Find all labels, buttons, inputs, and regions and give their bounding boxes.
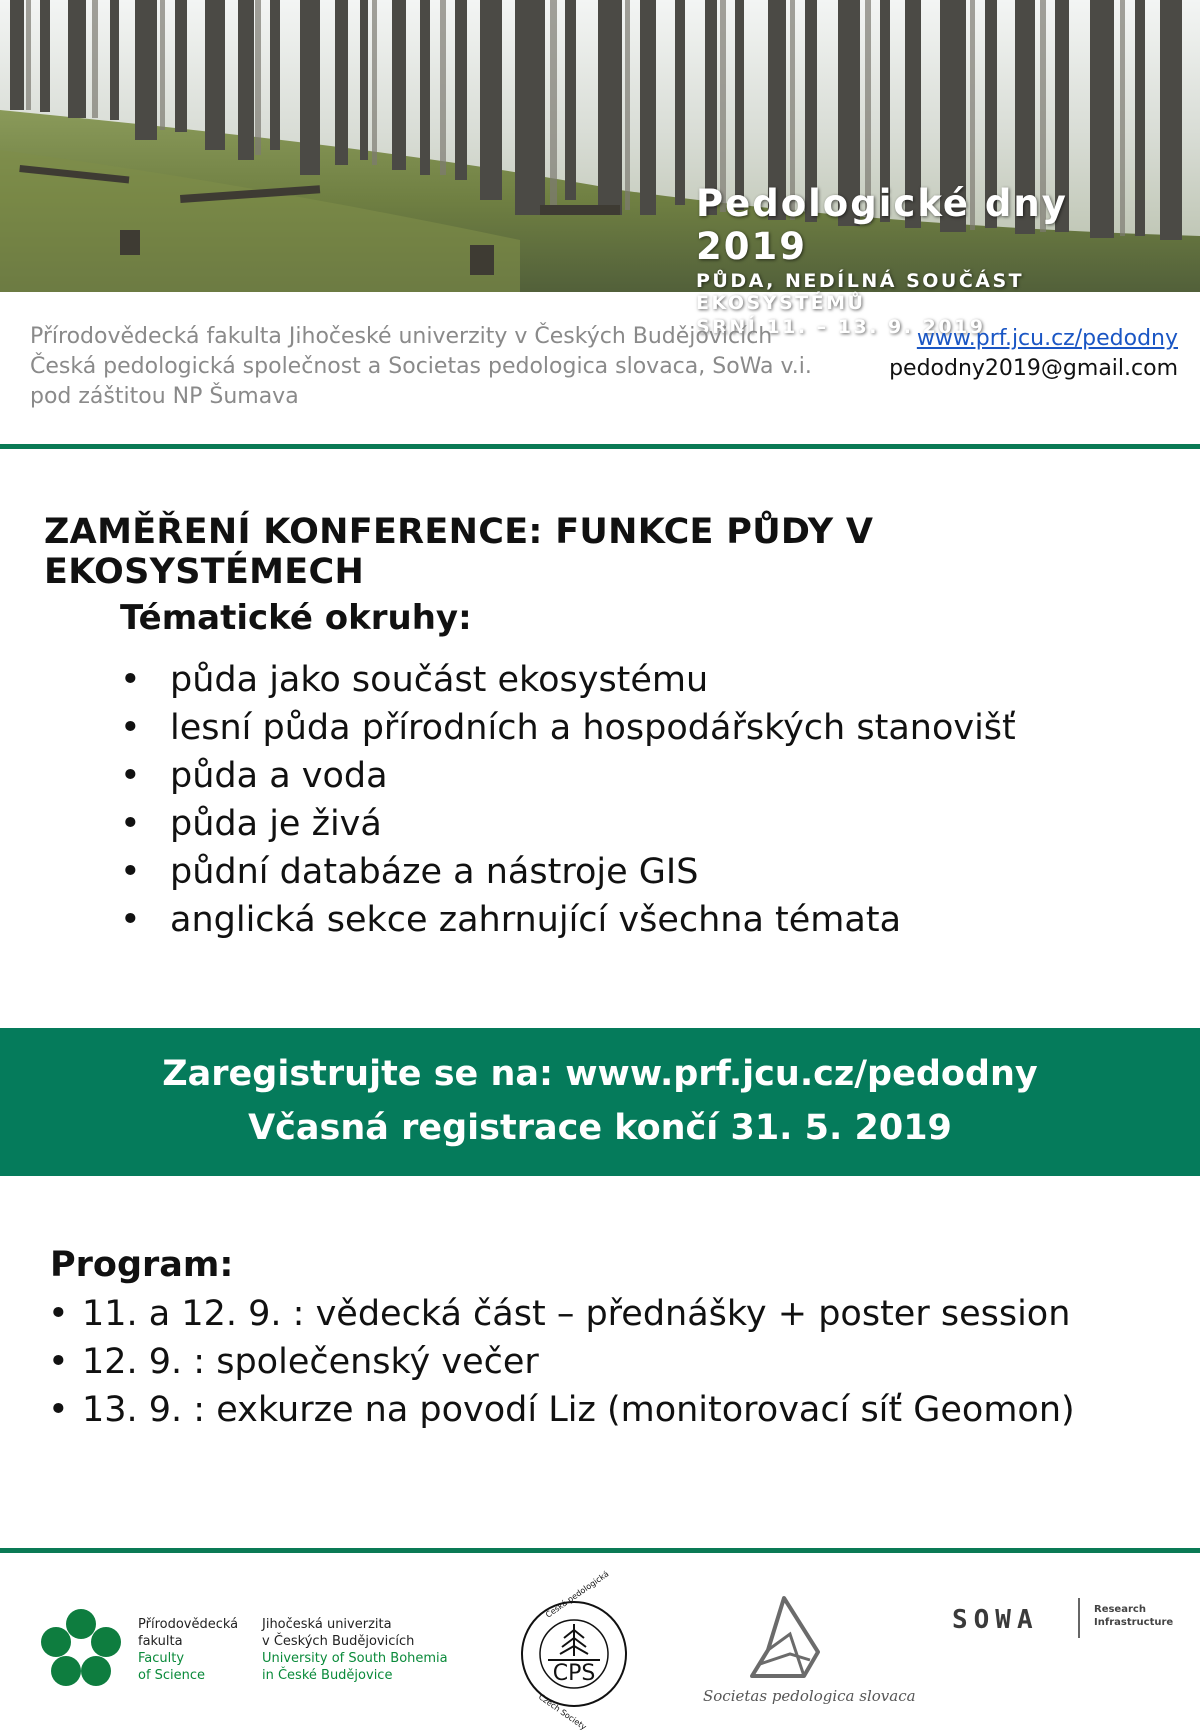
- organizer-line: Česká pedologická společnost a Societas pedologica slovaca, SoWa v.i.: [30, 354, 812, 379]
- list-item: • půda a voda: [120, 752, 1016, 800]
- contact-block: [889, 324, 1178, 384]
- list-item: • 11. a 12. 9. : vědecká část – přednášky + poster session: [48, 1290, 1075, 1338]
- conference-title: Pedologické dny 2019: [696, 182, 1068, 268]
- program-heading: Program:: [50, 1245, 234, 1285]
- list-item: • půda je živá: [120, 800, 1016, 848]
- faculty-flower-logo: [40, 1608, 122, 1688]
- program-list: [48, 1290, 1075, 1434]
- organizer-line: pod záštitou NP Šumava: [30, 384, 299, 409]
- list-item: • půda jako součást ekosystému: [120, 656, 1016, 704]
- topics-list: [120, 656, 1016, 944]
- conference-dates: SRNÍ 11. – 13. 9. 2019: [696, 316, 986, 338]
- university-logo-text: Jihočeská univerzita v Českých Budějovicích University of South Bohemia in České Budějovice: [262, 1617, 448, 1683]
- list-item: • 12. 9. : společenský večer: [48, 1338, 1075, 1386]
- registration-deadline: Včasná registrace končí 31. 5. 2019: [248, 1108, 952, 1148]
- sps-caption: Societas pedologica slovaca: [703, 1687, 916, 1705]
- sowa-divider: [1078, 1598, 1080, 1638]
- svg-text:Czech Society: Czech Society: [536, 1692, 588, 1732]
- conference-subtitle: PŮDA, NEDÍLNÁ SOUČÁST EKOSYSTÉMŮ: [696, 270, 1025, 314]
- list-item: • anglická sekce zahrnující všechna témata: [120, 896, 1016, 944]
- svg-text:Česká pedologická: Česká pedologická: [543, 1569, 611, 1620]
- registration-banner: [0, 1028, 1200, 1176]
- organizer-line: Přírodovědecká fakulta Jihočeské univerzity v Českých Budějovicích: [30, 324, 773, 349]
- focus-title: ZAMĚŘENÍ KONFERENCE: FUNKCE PŮDY V EKOSYSTÉMECH: [44, 512, 874, 592]
- header-text-block: [696, 182, 1186, 338]
- faculty-logo-text: Přírodovědecká fakulta Faculty of Science: [138, 1617, 239, 1683]
- divider-bottom: [0, 1548, 1200, 1553]
- contact-email: pedodny2019@gmail.com: [889, 356, 1178, 381]
- registration-line: Zaregistrujte se na: www.prf.jcu.cz/pedodny: [162, 1054, 1038, 1094]
- svg-text:CPS: CPS: [552, 1661, 596, 1686]
- website-link[interactable]: www.prf.jcu.cz/pedodny: [916, 326, 1178, 351]
- topics-heading: Tématické okruhy:: [120, 598, 472, 638]
- organizers-block: [30, 322, 812, 412]
- list-item: • půdní databáze a nástroje GIS: [120, 848, 1016, 896]
- sowa-research-infrastructure: Research Infrastructure: [1094, 1604, 1174, 1628]
- cps-seal-logo: [518, 1569, 630, 1732]
- divider-top: [0, 444, 1200, 449]
- list-item: • lesní půda přírodních a hospodářských stanovišť: [120, 704, 1016, 752]
- sowa-logo-word: SOWA: [952, 1605, 1039, 1635]
- sps-logo: [740, 1594, 830, 1686]
- list-item: • 13. 9. : exkurze na povodí Liz (monitorovací síť Geomon): [48, 1386, 1075, 1434]
